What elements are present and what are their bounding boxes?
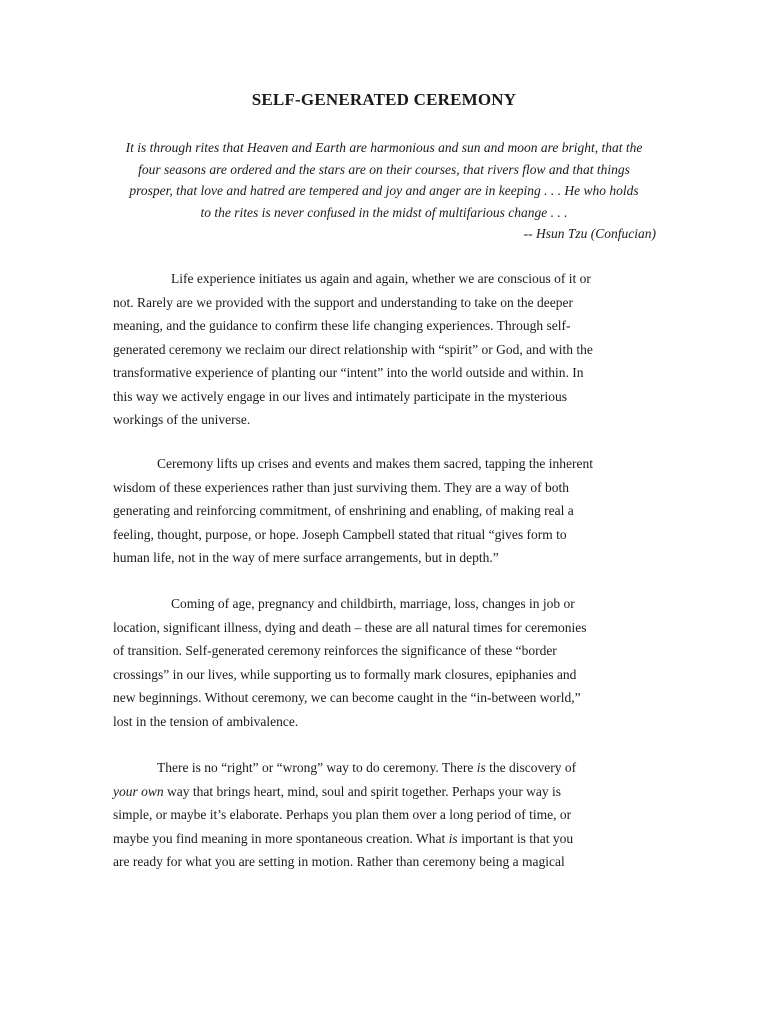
paragraph-line: Coming of age, pregnancy and childbirth, marriage, loss, changes in job or bbox=[171, 596, 575, 611]
paragraph-line: meaning, and the guidance to confirm these life changing experiences. Through self- bbox=[113, 318, 571, 333]
paragraph-line: Life experience initiates us again and again, whether we are conscious of it or bbox=[171, 271, 591, 286]
paragraph-line: human life, not in the way of mere surface arrangements, but in depth.” bbox=[113, 550, 499, 565]
paragraph-text: the discovery of bbox=[485, 760, 577, 775]
paragraph-1 bbox=[113, 267, 658, 432]
paragraph-text: important is that you bbox=[457, 830, 574, 846]
paragraph-line: wisdom of these experiences rather than just surviving them. They are a way of both bbox=[113, 479, 569, 495]
paragraph-line: lost in the tension of ambivalence. bbox=[113, 713, 299, 729]
emphasis-text: is bbox=[476, 760, 486, 775]
paragraph-line: location, significant illness, dying and death – these are all natural times for ceremonies bbox=[113, 619, 587, 635]
paragraph-line: Ceremony lifts up crises and events and makes them sacred, tapping the inherent bbox=[157, 456, 593, 471]
epigraph-line: four seasons are ordered and the stars are on their courses, that rivers flow and that things bbox=[138, 161, 630, 177]
paragraph-text: There is no “right” or “wrong” way to do ceremony. There bbox=[157, 760, 477, 775]
paragraph-line: this way we actively engage in our lives and intimately participate in the mysterious bbox=[113, 388, 567, 404]
paragraph-line: simple, or maybe it’s elaborate. Perhaps you plan them over a long period of time, or bbox=[113, 807, 572, 822]
paragraph-line: feeling, thought, purpose, or hope. Joseph Campbell stated that ritual “gives form to bbox=[113, 526, 567, 542]
paragraph-3 bbox=[113, 592, 658, 733]
paragraph-line: generated ceremony we reclaim our direct relationship with “spirit” or God, and with the bbox=[113, 341, 593, 357]
emphasis-text: your own bbox=[113, 783, 164, 799]
epigraph-line: It is through rites that Heaven and Earth are harmonious and sun and moon are bright, that the bbox=[125, 140, 643, 155]
paragraph-line: not. Rarely are we provided with the support and understanding to take on the deeper bbox=[113, 294, 573, 310]
paragraph-line: generating and reinforcing commitment, of enshrining and enabling, of making real a bbox=[113, 503, 574, 518]
paragraph-text: maybe you find meaning in more spontaneous creation. What bbox=[113, 830, 449, 846]
emphasis-text: is bbox=[448, 830, 458, 846]
page-title: SELF-GENERATED CEREMONY bbox=[251, 90, 517, 109]
epigraph-quote bbox=[108, 137, 660, 245]
paragraph-line: workings of the universe. bbox=[113, 412, 251, 427]
paragraph-line: transformative experience of planting our “intent” into the world outside and within. In bbox=[113, 365, 584, 380]
paragraph-line: of transition. Self-generated ceremony reinforces the significance of these “border bbox=[113, 643, 557, 658]
paragraph-2 bbox=[113, 452, 658, 570]
epigraph-line: prosper, that love and hatred are tempered and joy and anger are in keeping . . . He who holds bbox=[129, 183, 639, 198]
paragraph-4 bbox=[113, 756, 658, 874]
paragraph-line: are ready for what you are setting in motion. Rather than ceremony being a magical bbox=[113, 854, 565, 869]
epigraph-line: to the rites is never confused in the midst of multifarious change . . . bbox=[200, 204, 568, 220]
epigraph-attribution: -- Hsun Tzu (Confucian) bbox=[523, 226, 656, 241]
paragraph-line: crossings” in our lives, while supporting us to formally mark closures, epiphanies and bbox=[113, 666, 577, 682]
paragraph-line: new beginnings. Without ceremony, we can become caught in the “in-between world,” bbox=[113, 690, 581, 705]
paragraph-text: way that brings heart, mind, soul and spirit together. Perhaps your way is bbox=[163, 783, 562, 799]
